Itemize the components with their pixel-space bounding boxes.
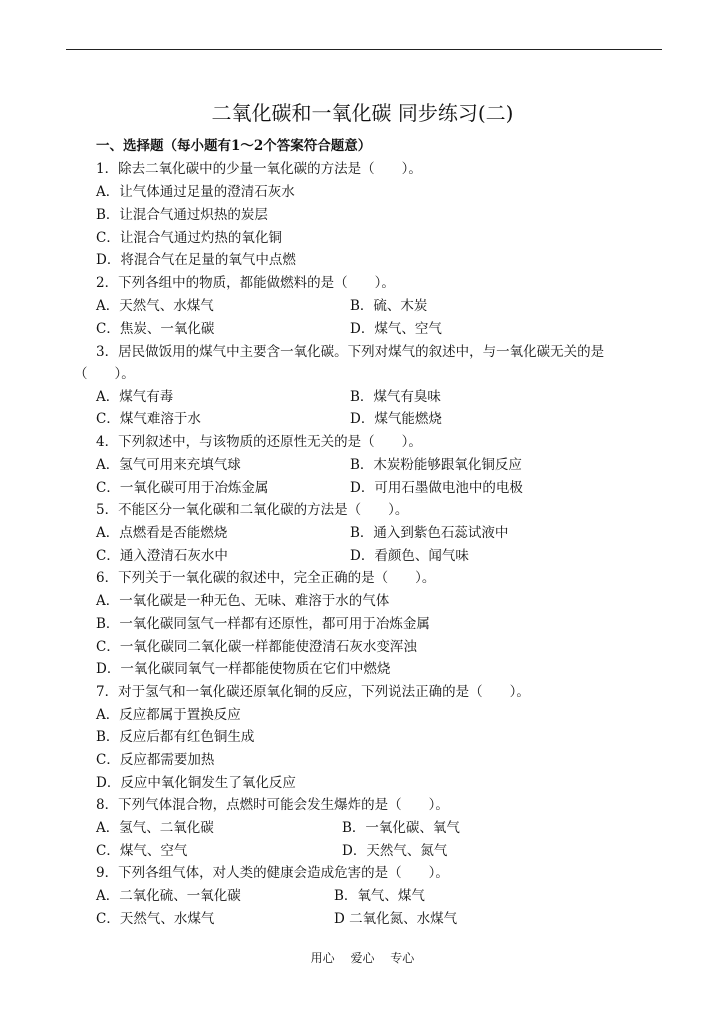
question-7-option-b: B．反应后都有红色铜生成 [96,729,255,745]
question-2-option-b: B．硫、木炭 [350,298,428,314]
question-4-option-c: C．一氧化碳可用于冶炼金属 [96,480,269,496]
question-1-stem: 1．除去二氧化碳中的少量一氧化碳的方法是（ ）。 [96,161,422,177]
question-3-option-c: C．煤气难溶于水 [96,411,201,427]
question-7-option-d: D．反应中氧化铜发生了氧化反应 [96,775,296,791]
question-7-stem: 7．对于氢气和一氧化碳还原氧化铜的反应，下列说法正确的是（ ）。 [96,684,530,700]
question-4-option-b: B．木炭粉能够跟氧化铜反应 [350,457,522,473]
question-5-option-b: B．通入到紫色石蕊试液中 [350,525,509,541]
question-8-option-d: D．天然气、氮气 [342,843,448,859]
question-1-option-a: A．让气体通过足量的澄清石灰水 [96,184,295,200]
question-6-option-a: A．一氧化碳是一种无色、无味、难溶于水的气体 [96,593,390,609]
question-4-stem: 4．下列叙述中，与该物质的还原性无关的是（ ）。 [96,434,422,450]
question-1-option-c: C．让混合气通过灼热的氧化铜 [96,230,282,246]
question-3-stem: 3．居民做饭用的煤气中主要含一氧化碳。下列对煤气的叙述中，与一氧化碳无关的是 [96,344,605,360]
question-7-option-a: A．反应都属于置换反应 [96,707,241,723]
page-title: 二氧化碳和一氧化碳 同步练习(二) [211,101,514,125]
question-5-stem: 5．不能区分一氧化碳和二氧化碳的方法是（ ）。 [96,502,409,518]
question-8-option-b: B．一氧化碳、氧气 [342,820,460,836]
question-3-option-a: A．煤气有毒 [96,389,174,405]
header-rule [66,49,662,50]
question-5-option-c: C．通入澄清石灰水中 [96,548,228,564]
question-6-option-c: C．一氧化碳同二氧化碳一样都能使澄清石灰水变浑浊 [96,639,417,655]
question-3-option-d: D．煤气能燃烧 [350,411,442,427]
question-6-stem: 6．下列关于一氧化碳的叙述中，完全正确的是（ ）。 [96,570,436,586]
question-9-option-c: C．天然气、水煤气 [96,911,215,927]
question-6-option-b: B．一氧化碳同氢气一样都有还原性，都可用于冶炼金属 [96,616,430,632]
question-8-option-c: C．煤气、空气 [96,843,188,859]
section-heading: 一、选择题（每小题有1～2个答案符合题意） [96,138,372,154]
question-8-stem: 8．下列气体混合物，点燃时可能会发生爆炸的是（ ）。 [96,797,449,813]
question-1-option-d: D．将混合气在足量的氧气中点燃 [96,252,296,268]
question-9-option-b: B．氧气、煤气 [334,888,425,904]
question-5-option-d: D．看颜色、闻气味 [350,548,469,564]
page-footer: 用心 爱心 专心 [310,951,415,965]
question-2-option-c: C．焦炭、一氧化碳 [96,321,215,337]
question-9-option-d: D 二氧化氮、水煤气 [334,911,458,927]
question-2-option-a: A．天然气、水煤气 [96,298,214,314]
question-1-option-b: B．让混合气通过炽热的炭层 [96,207,268,223]
question-9-stem: 9．下列各组气体，对人类的健康会造成危害的是（ ）。 [96,865,449,881]
question-4-option-d: D．可用石墨做电池中的电极 [350,480,523,496]
question-5-option-a: A．点燃看是否能燃烧 [96,525,228,541]
question-7-option-c: C．反应都需要加热 [96,752,215,768]
question-4-option-a: A．氢气可用来充填气球 [96,457,241,473]
question-3-option-b: B．煤气有臭味 [350,389,441,405]
question-3-stem-continued: （ ）。 [74,366,135,382]
question-2-option-d: D．煤气、空气 [350,321,442,337]
question-6-option-d: D．一氧化碳同氧气一样都能使物质在它们中燃烧 [96,661,391,677]
question-9-option-a: A．二氧化硫、一氧化碳 [96,888,241,904]
question-8-option-a: A．氢气、二氧化碳 [96,820,214,836]
question-2-stem: 2．下列各组中的物质，都能做燃料的是（ ）。 [96,275,395,291]
